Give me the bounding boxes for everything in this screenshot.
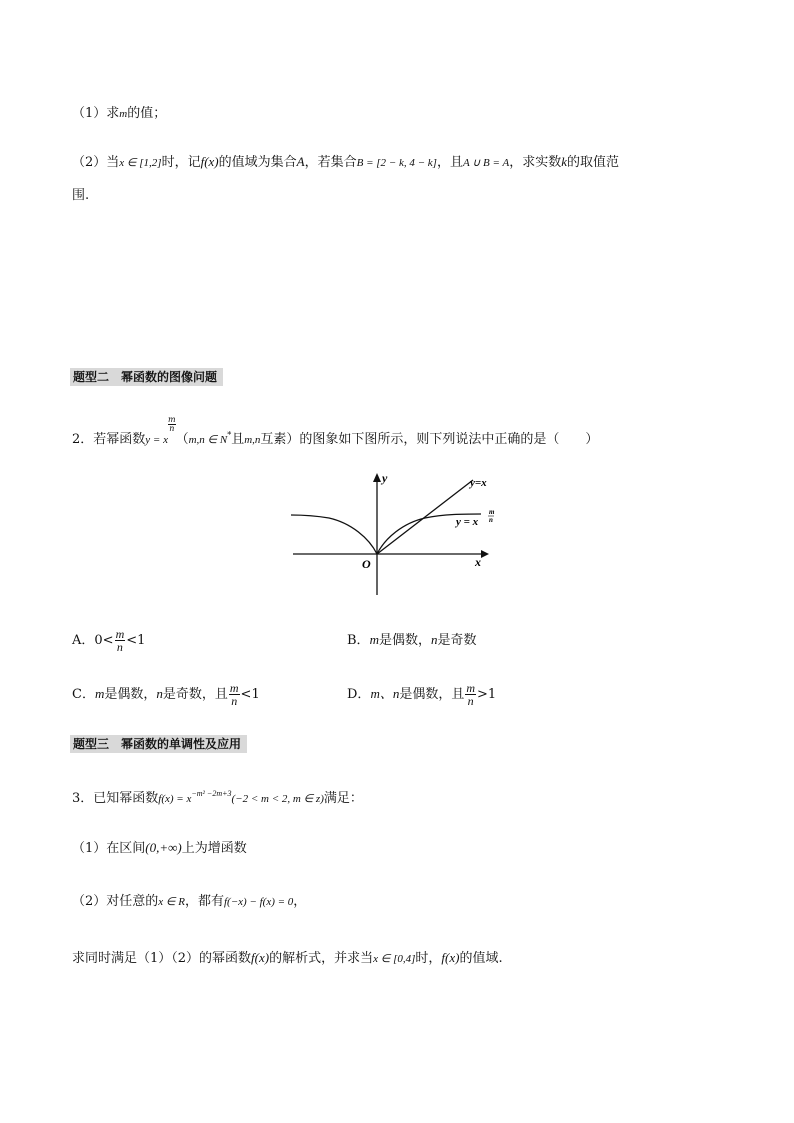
- curve-exp-num: m: [489, 508, 495, 516]
- p1-part2-wrap: 围.: [72, 188, 90, 203]
- option-a[interactable]: A．0< $\frac{m}{n}$ <1: [72, 627, 146, 654]
- p3-stem: 3．已知幂函数$f(x) = x^{-m^2 -2m+3}(-2 < m < 2$, m ∈ z)满足：: [72, 789, 363, 806]
- p3-condition-1: （1）在区间(0,+∞)上为增函数: [72, 840, 247, 856]
- p3-condition-2: （2）对任意的x ∈ R，都有f(−x) − f(x) = 0，: [72, 894, 307, 909]
- p2-stem: 2．若幂函数y = x $\frac{m}{n}$ （m,n ∈ N*且m,n互素）的图象如下图所示，则下列说法中正确的是（ ）: [72, 415, 599, 447]
- option-d-fraction: $\frac{m}{n}$: [466, 681, 476, 708]
- option-d[interactable]: D．m、n是偶数，且 $\frac{m}{n}$ >1: [347, 681, 497, 708]
- section-2-title: 题型二 幂函数的图像问题: [70, 368, 223, 386]
- origin-label: O: [362, 557, 371, 571]
- option-c[interactable]: C．m是偶数，n是奇数，且 $\frac{m}{n}$ <1: [72, 681, 260, 708]
- curve-left-branch: [291, 515, 377, 554]
- line-label: y=x: [470, 477, 487, 489]
- p2-exponent: $\frac{m}{n}$: [167, 415, 176, 433]
- x-axis-arrow: [481, 550, 489, 558]
- p1-part1: （1）求m的值；: [72, 106, 167, 121]
- option-b[interactable]: B．m是偶数，n是奇数: [347, 632, 477, 648]
- curve-exp-den: n: [489, 516, 493, 524]
- power-function-graph: [285, 468, 515, 608]
- p1-part2: （2）当x ∈ [1,2]时，记f(x)的值域为集合A，若集合B = [2 − k, 4 − k]，且A ∪ B = A，求实数k的取值范: [72, 154, 619, 170]
- y-axis-label: y: [382, 471, 388, 485]
- section-3-title: 题型三 幂函数的单调性及应用: [70, 735, 247, 753]
- p3-question: 求同时满足（1）（2）的幂函数f(x)的解析式，并求当x ∈ [0,4]时，f(x)的值域.: [72, 950, 503, 966]
- y-axis-arrow: [373, 473, 381, 482]
- option-c-fraction: $\frac{m}{n}$: [229, 681, 239, 708]
- x-axis-label: x: [475, 555, 481, 569]
- option-a-fraction: $\frac{m}{n}$: [115, 627, 125, 654]
- curve-label: y = x: [456, 516, 479, 528]
